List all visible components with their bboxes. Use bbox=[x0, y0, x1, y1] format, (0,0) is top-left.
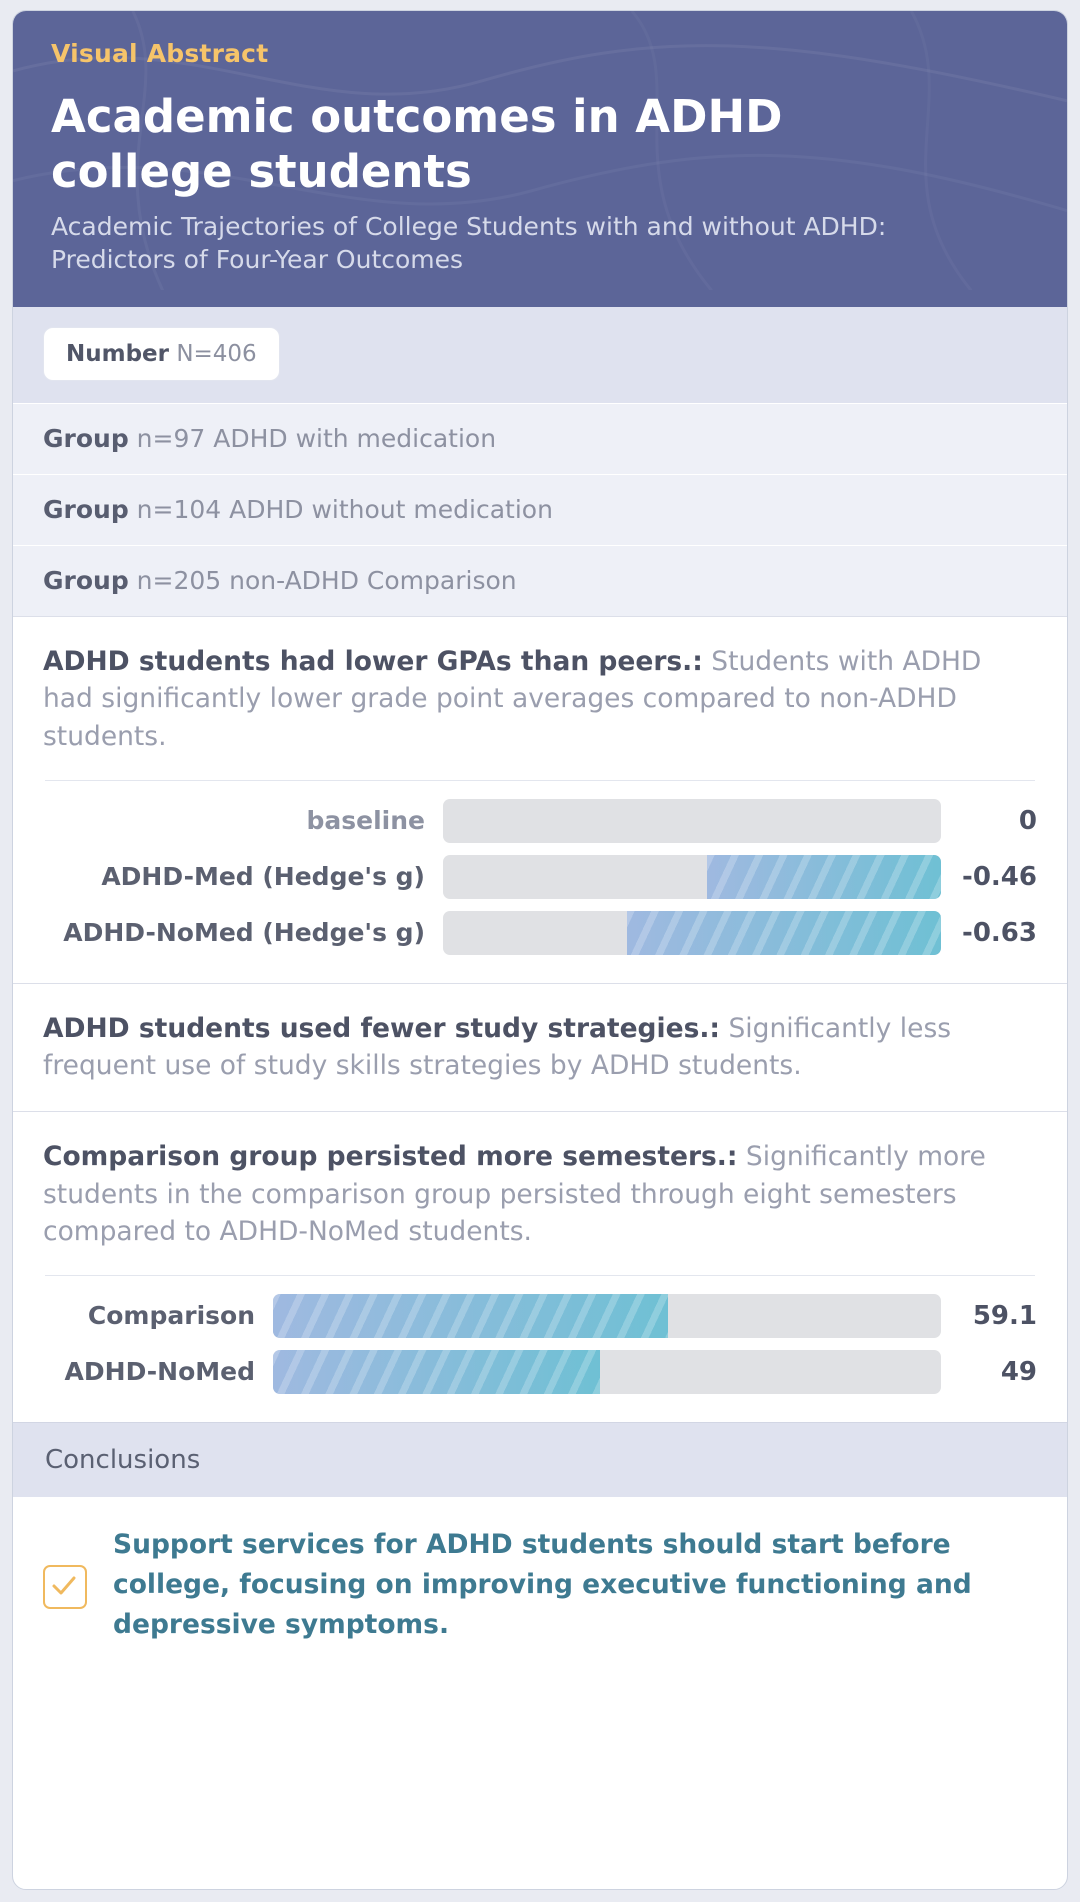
meta-strip bbox=[13, 307, 1067, 403]
group-row bbox=[13, 474, 1067, 545]
group-row bbox=[13, 545, 1067, 616]
finding-text bbox=[43, 1010, 1037, 1085]
finding-block bbox=[13, 616, 1067, 983]
check-icon bbox=[43, 1565, 87, 1609]
bar-row bbox=[43, 1294, 1037, 1338]
bar-label: Comparison bbox=[87, 1301, 255, 1331]
finding-body: Significantly less frequent use of study skills strategies by ADHD students. bbox=[43, 1012, 952, 1082]
bar-track bbox=[443, 855, 941, 899]
bar-label: baseline bbox=[306, 806, 425, 836]
bar-label: ADHD-Med (Hedge's g) bbox=[101, 862, 425, 892]
checkmark-icon bbox=[51, 1573, 77, 1599]
bar-label: ADHD-NoMed (Hedge's g) bbox=[63, 918, 425, 948]
conclusion-item bbox=[13, 1497, 1067, 1674]
bar-label: ADHD-NoMed bbox=[64, 1357, 255, 1387]
finding-block bbox=[13, 983, 1067, 1111]
eyebrow-label: Visual Abstract bbox=[51, 39, 269, 68]
page-title: Academic outcomes in ADHD college students bbox=[51, 90, 783, 198]
group-value: n=104 ADHD without medication bbox=[136, 494, 553, 524]
sample-size-label: Number bbox=[66, 340, 169, 367]
bar-row bbox=[43, 911, 1037, 955]
bar-value: 49 bbox=[1000, 1356, 1037, 1387]
finding-chart bbox=[43, 1294, 1037, 1394]
group-row bbox=[13, 403, 1067, 474]
bar-fill bbox=[707, 855, 941, 899]
finding-body: Significantly more students in the comparison group persisted through eight semesters compared to ADHD-NoMed students. bbox=[43, 1140, 986, 1248]
bar-fill bbox=[273, 1350, 600, 1394]
finding-headline: ADHD students had lower GPAs than peers.: bbox=[43, 645, 703, 677]
visual-abstract-card bbox=[12, 10, 1068, 1890]
divider bbox=[45, 1275, 1035, 1276]
bar-row bbox=[43, 855, 1037, 899]
bar-value: 0 bbox=[1018, 805, 1037, 836]
bar-fill bbox=[273, 1294, 668, 1338]
bar-track bbox=[443, 799, 941, 843]
bar-value: -0.63 bbox=[962, 917, 1037, 948]
finding-block bbox=[13, 1111, 1067, 1422]
bar-track bbox=[273, 1294, 941, 1338]
sample-size-chip bbox=[43, 327, 280, 381]
finding-headline: ADHD students used fewer study strategies.: bbox=[43, 1012, 721, 1044]
group-label: Group bbox=[43, 494, 129, 524]
group-value: n=97 ADHD with medication bbox=[136, 423, 497, 453]
finding-headline: Comparison group persisted more semesters.: bbox=[43, 1140, 738, 1172]
finding-text bbox=[43, 643, 1037, 756]
conclusion-text: Support services for ADHD students should start before college, focusing on improving executive functioning and depressive symptoms. bbox=[113, 1528, 972, 1641]
bar-track bbox=[273, 1350, 941, 1394]
page-subtitle: Academic Trajectories of College Students with and without ADHD: Predictors of Four-Year Outcomes bbox=[51, 211, 887, 275]
conclusions-header: Conclusions bbox=[13, 1422, 1067, 1497]
sample-size-value: N=406 bbox=[176, 340, 257, 367]
group-value: n=205 non-ADHD Comparison bbox=[136, 565, 517, 595]
finding-text bbox=[43, 1138, 1037, 1251]
bar-track bbox=[443, 911, 941, 955]
bar-fill bbox=[627, 911, 941, 955]
group-label: Group bbox=[43, 565, 129, 595]
bar-row bbox=[43, 1350, 1037, 1394]
bar-value: 59.1 bbox=[972, 1300, 1037, 1331]
header bbox=[13, 11, 1067, 307]
finding-chart bbox=[43, 799, 1037, 955]
finding-body: Students with ADHD had significantly lower grade point averages compared to non-ADHD students. bbox=[43, 645, 982, 753]
bar-value: -0.46 bbox=[962, 861, 1037, 892]
divider bbox=[45, 780, 1035, 781]
bar-row bbox=[43, 799, 1037, 843]
group-label: Group bbox=[43, 423, 129, 453]
